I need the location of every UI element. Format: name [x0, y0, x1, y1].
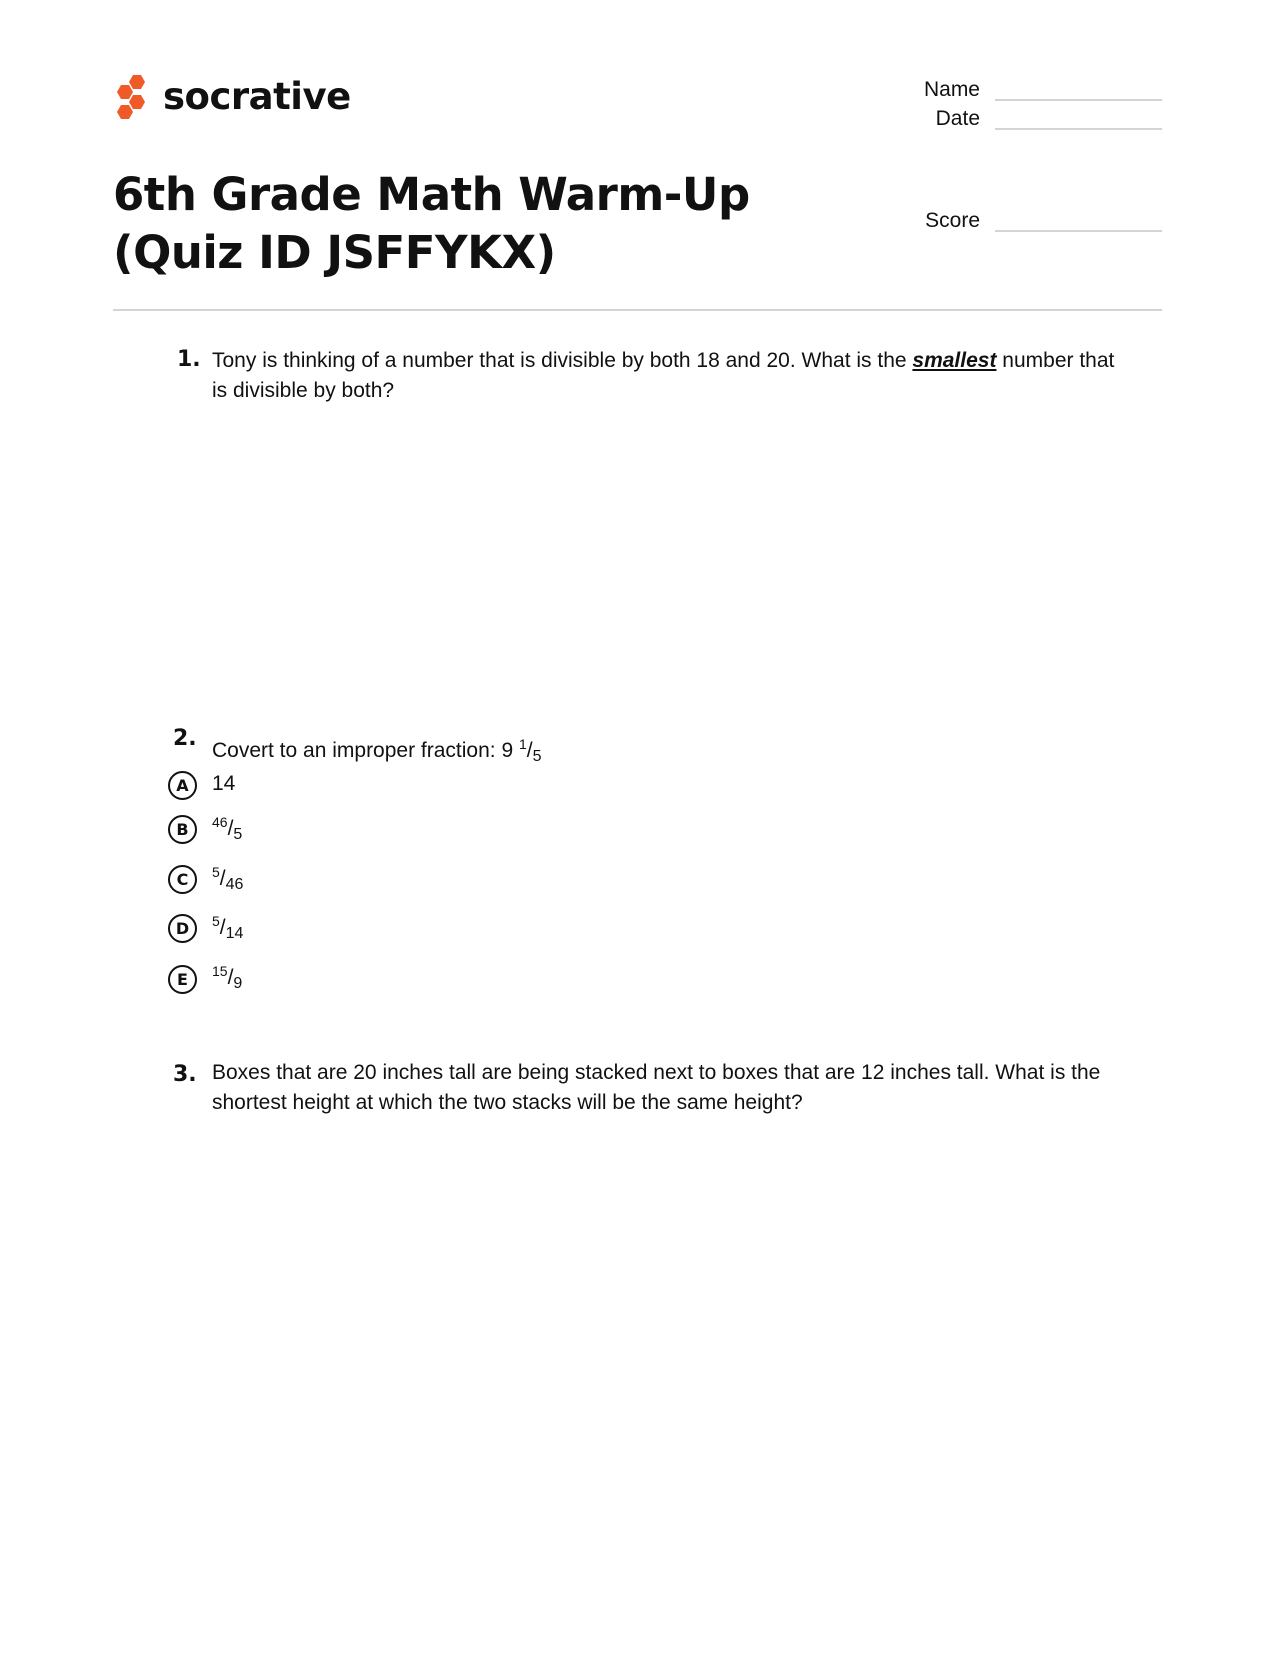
- fraction-denominator: 5: [532, 748, 542, 765]
- header-divider: [113, 309, 1162, 311]
- option-e-text: $^{15}/_9$: [212, 963, 243, 992]
- question-1-text: [212, 346, 1132, 406]
- option-e-denominator: 9: [233, 975, 243, 992]
- option-c-denominator: 46: [225, 876, 244, 893]
- question-1-emphasis: smallest: [912, 349, 997, 372]
- option-c-button[interactable]: C: [168, 865, 197, 894]
- date-label: Date: [935, 107, 980, 130]
- option-d-text: $^5/_{14}$: [212, 913, 244, 942]
- option-e-numerator: 15: [212, 963, 228, 979]
- question-1-text-after: number that is divisible by both?: [212, 349, 1115, 402]
- question-3-text: Boxes that are 20 inches tall are being stacked next to boxes that are 12 inches tall. What is the shortest height at which the two stacks will be the same height?: [212, 1061, 1101, 1114]
- question-1-text-before: Tony is thinking of a number that is divisible by both 18 and 20. What is the: [212, 349, 913, 372]
- option-a-text: 14: [212, 772, 236, 795]
- question-3-number: 3.: [173, 1062, 197, 1087]
- option-b-numerator: 46: [212, 814, 228, 830]
- score-label: Score: [925, 209, 980, 232]
- question-2-text: Covert to an improper fraction: 9 $^1/_5$: [212, 736, 542, 765]
- option-c-numerator: 5: [212, 864, 220, 880]
- fraction-numerator: 1: [518, 736, 527, 752]
- option-e-button[interactable]: E: [168, 965, 197, 994]
- hexagon-logo-icon: [113, 73, 153, 125]
- name-field[interactable]: [995, 99, 1162, 101]
- option-a-button[interactable]: A: [168, 771, 197, 800]
- score-field[interactable]: [995, 230, 1162, 232]
- question-2-prompt: Covert to an improper fraction: 9: [212, 739, 519, 762]
- option-d-numerator: 5: [212, 913, 220, 929]
- option-b-text: $^{46}/_5$: [212, 814, 243, 843]
- brand-name: socrative: [163, 75, 351, 118]
- page-title: 6th Grade Math Warm-Up (Quiz ID JSFFYKX): [113, 168, 750, 279]
- socrative-logo: [113, 73, 351, 123]
- question-1-number: 1.: [177, 347, 201, 372]
- question-2-number: 2.: [173, 726, 197, 751]
- option-d-button[interactable]: D: [168, 914, 197, 943]
- option-b-button[interactable]: B: [168, 815, 197, 844]
- name-label: Name: [923, 78, 980, 101]
- date-field[interactable]: [995, 128, 1162, 130]
- option-d-denominator: 14: [225, 925, 244, 942]
- option-c-text: $^5/_{46}$: [212, 864, 244, 893]
- option-b-denominator: 5: [233, 826, 243, 843]
